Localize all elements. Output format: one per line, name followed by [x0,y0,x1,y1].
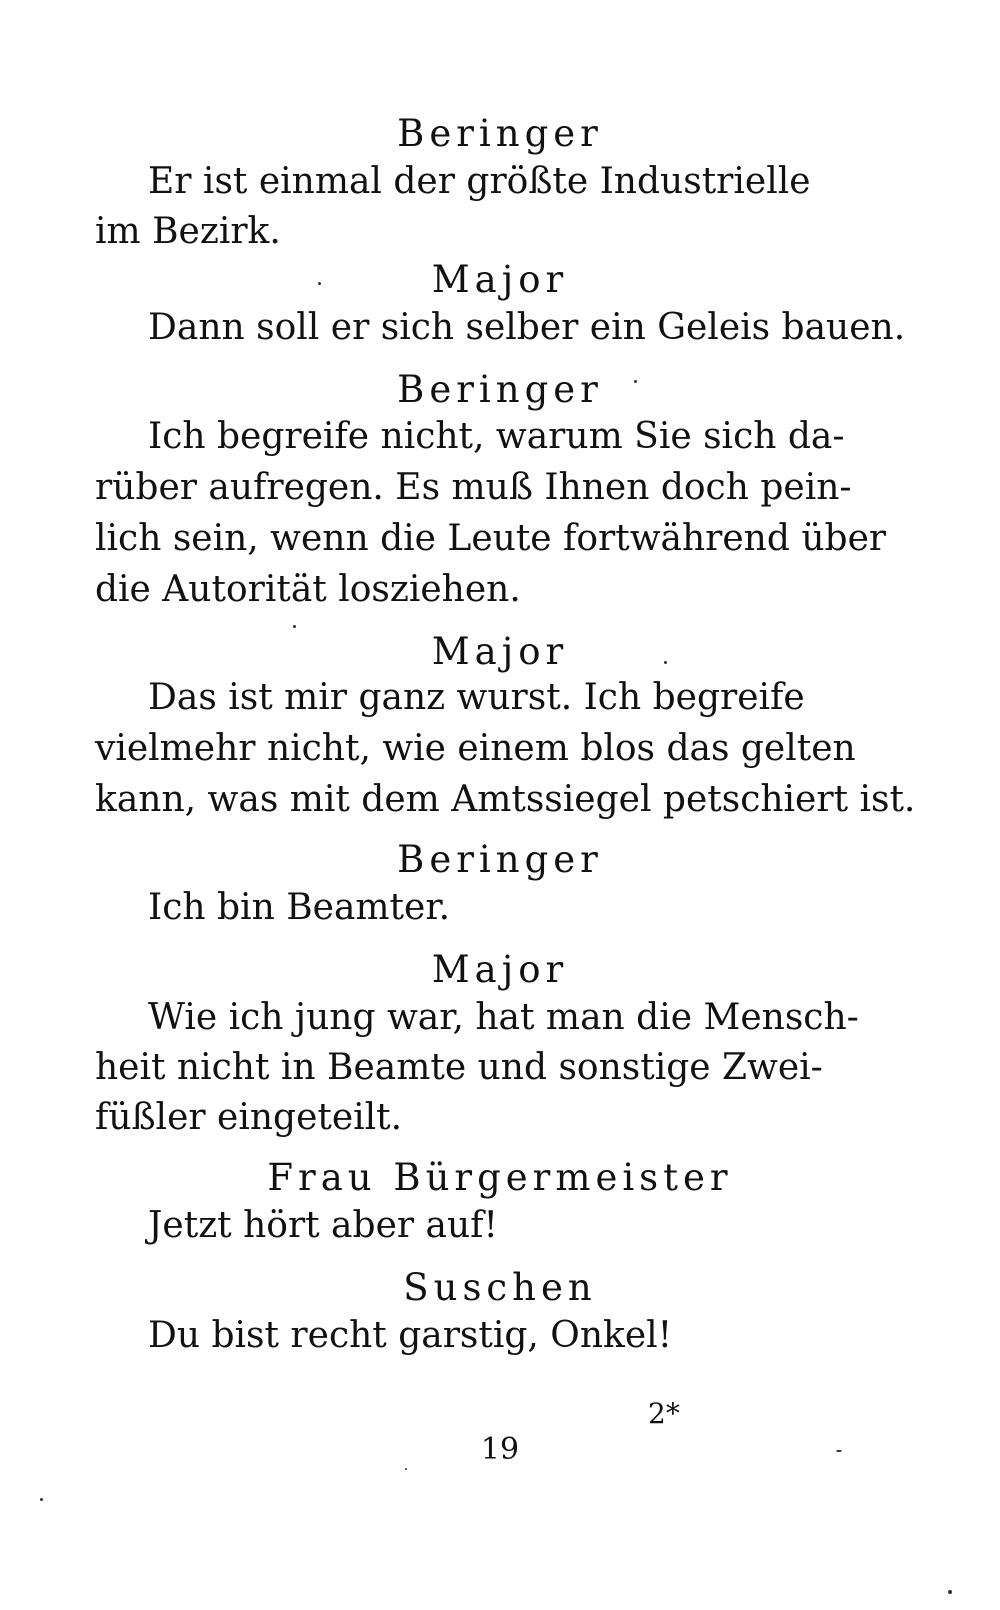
dialogue-line: Du bist recht garstig, Onkel! [148,1315,673,1356]
speaker-name: Beringer [397,368,603,411]
dialogue-line: Dann soll er sich selber ein Geleis bauen. [148,307,906,348]
speaker-name: Major [431,258,569,301]
scan-speck [664,661,667,664]
dialogue-line: füßler eingeteilt. [95,1097,403,1138]
scan-speck [293,625,296,628]
speaker-name: Beringer [397,838,603,881]
speaker-name: Major [431,948,569,991]
dialogue-line: Wie ich jung war, hat man die Mensch- [148,997,859,1038]
dialogue-line: im Bezirk. [95,211,281,252]
dialogue-line: kann, was mit dem Amtssiegel petschiert ist. [95,779,916,820]
dialogue-line: Er ist einmal der größte Industrielle [148,161,811,202]
dialogue-line: die Autorität losziehen. [95,569,521,610]
dialogue-line: Ich bin Beamter. [148,887,451,928]
scan-speck [634,380,637,383]
speaker-name: Suschen [403,1266,597,1309]
signature-mark: 2* [648,1397,680,1430]
speaker-name: Beringer [397,112,603,155]
speaker-name: Frau Bürgermeister [267,1156,733,1199]
scan-speck [40,1498,43,1501]
dialogue-line: vielmehr nicht, wie einem blos das gelten [95,728,856,769]
scan-speck [318,282,321,285]
scan-speck [405,1468,407,1470]
speaker-name: Major [431,630,569,673]
page-number: 19 [480,1432,520,1467]
dialogue-line: Jetzt hört aber auf! [148,1205,498,1246]
dialogue-line: Ich begreife nicht, warum Sie sich da- [148,416,845,457]
dialogue-line: rüber aufregen. Es muß Ihnen doch pein- [95,467,852,508]
scan-speck [948,1590,952,1594]
scan-speck [836,1450,842,1452]
dialogue-line: heit nicht in Beamte und sonstige Zwei- [95,1047,823,1088]
dialogue-line: lich sein, wenn die Leute fortwährend über [95,518,887,559]
dialogue-line: Das ist mir ganz wurst. Ich begreife [148,677,805,718]
